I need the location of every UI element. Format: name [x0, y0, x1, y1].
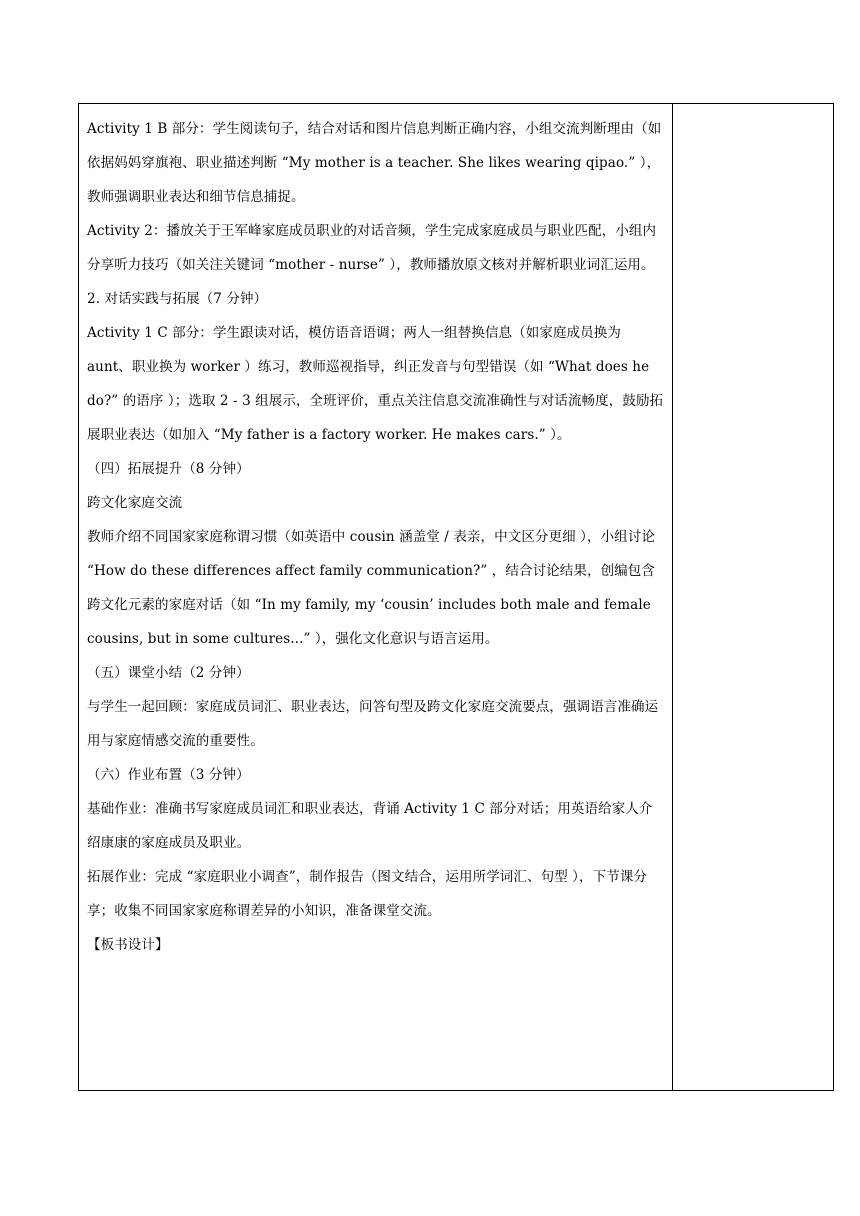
heading-board-design: 【板书设计】: [87, 937, 169, 953]
heading-dialogue-practice: 2. 对话实践与拓展（7 分钟）: [87, 291, 268, 307]
heading-extension: （四）拓展提升（8 分钟）: [87, 461, 250, 477]
lesson-text: [87, 112, 665, 962]
paragraph-summary: 与学生一起回顾：家庭成员词汇、职业表达，问答句型及跨文化家庭交流要点，强调语言准确运用与家庭情感交流的重要性。: [87, 699, 659, 749]
paragraph-activity-2: Activity 2：播放关于王军峰家庭成员职业的对话音频，学生完成家庭成员与职业匹配，小组内分享听力技巧（如关注关键词 “mother - nurse” ），教师播放原文核对并解析职业词汇运用。: [87, 223, 657, 273]
paragraph-basic-homework: 基础作业：准确书写家庭成员词汇和职业表达，背诵 Activity 1 C 部分对话；用英语给家人介绍康康的家庭成员及职业。: [87, 801, 653, 851]
paragraph-cross-cultural: 教师介绍不同国家家庭称谓习惯（如英语中 cousin 涵盖堂 / 表亲，中文区分更细 ），小组讨论 “How do these differences affect family communication?” ，结合讨论结果，创编包含跨文化元素的家庭对话（如 “In my family, my ‘cousin’ includes both male and female cousins, but in some cultures...” ），强化文化意识与语言运用。: [87, 529, 655, 647]
paragraph-activity-1c: Activity 1 C 部分：学生跟读对话，模仿语音语调；两人一组替换信息（如家庭成员换为 aunt、职业换为 worker ）练习，教师巡视指导，纠正发音与句型错误（如 “What does he do?” 的语序 ）；选取 2 - 3 组展示，全班评价，重点关注信息交流准确性与对话流畅度，鼓励拓展职业表达（如加入 “My father is a factory worker. He makes cars.” ）。: [87, 325, 664, 443]
heading-homework: （六）作业布置（3 分钟）: [87, 767, 250, 783]
heading-summary: （五）课堂小结（2 分钟）: [87, 665, 250, 681]
side-notes-cell: [673, 104, 833, 1090]
lesson-plan-table: [78, 103, 834, 1091]
paragraph-activity-1b: Activity 1 B 部分：学生阅读句子，结合对话和图片信息判断正确内容，小组交流判断理由（如依据妈妈穿旗袍、职业描述判断 “My mother is a teacher. She likes wearing qipao.” ），教师强调职业表达和细节信息捕捉。: [87, 121, 662, 205]
main-content-cell: [79, 104, 673, 1090]
subheading-cross-cultural: 跨文化家庭交流: [87, 495, 183, 511]
paragraph-extended-homework: 拓展作业：完成 “家庭职业小调查”，制作报告（图文结合，运用所学词汇、句型 ），下节课分享；收集不同国家家庭称谓差异的小知识，准备课堂交流。: [87, 869, 648, 919]
